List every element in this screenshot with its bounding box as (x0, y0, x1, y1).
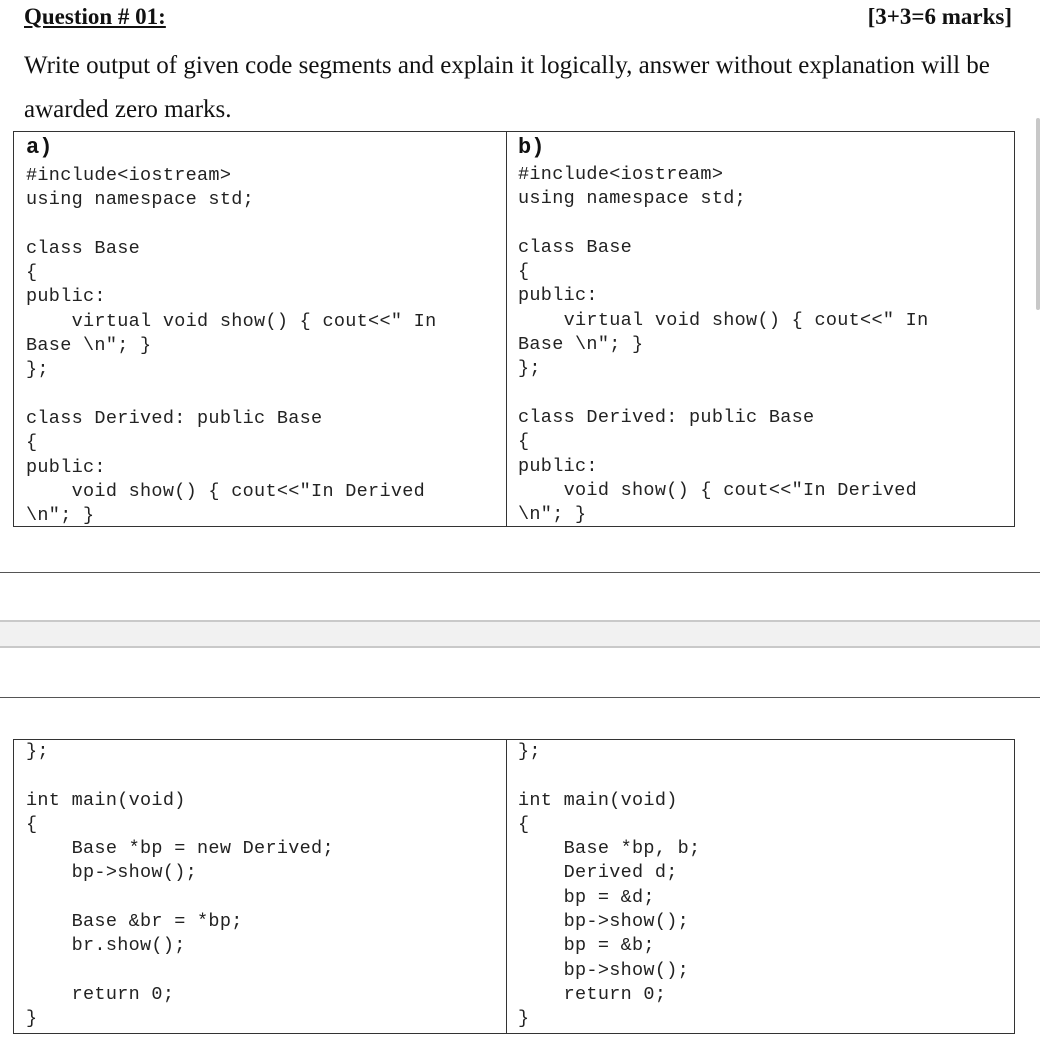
part-a-code-bottom: }; int main(void) { Base *bp = new Derived; bp->show(); Base &br = *bp; br.show(); return 0; } (26, 741, 334, 1030)
part-b-code-top: #include<iostream> using namespace std; class Base { public: virtual void show() { cout<<" In Base \n"; } }; class Derived: public Base { public: void show() { cout<<"In Derived \n"; } (518, 164, 929, 526)
part-b-top-cell (506, 132, 1014, 526)
code-table-bottom (13, 739, 1015, 1034)
page-divider (0, 697, 1040, 698)
question-instruction: Write output of given code segments and explain it logically, answer without explanation will be awarded zero marks. (24, 52, 990, 123)
question-title: Question # 01: (24, 4, 166, 29)
code-table-top (13, 131, 1015, 527)
page-divider (0, 572, 1040, 573)
part-a-top-cell (14, 132, 507, 526)
question-marks: [3+3=6 marks] (867, 4, 1012, 29)
page-break-band (0, 620, 1040, 648)
part-a-code-top: #include<iostream> using namespace std; class Base { public: virtual void show() { cout<<" In Base \n"; } }; class Derived: public Base { public: void show() { cout<<"In Derived \n"; } (26, 165, 437, 527)
scrollbar-thumb[interactable] (1036, 118, 1040, 310)
part-b-code-bottom: }; int main(void) { Base *bp, b; Derived d; bp = &d; bp->show(); bp = &b; bp->show(); return 0; } (518, 741, 701, 1030)
part-a-bottom-cell (14, 740, 507, 1033)
part-b-label: b) (518, 135, 545, 160)
part-b-bottom-cell (506, 740, 1014, 1033)
part-a-label: a) (26, 135, 53, 160)
